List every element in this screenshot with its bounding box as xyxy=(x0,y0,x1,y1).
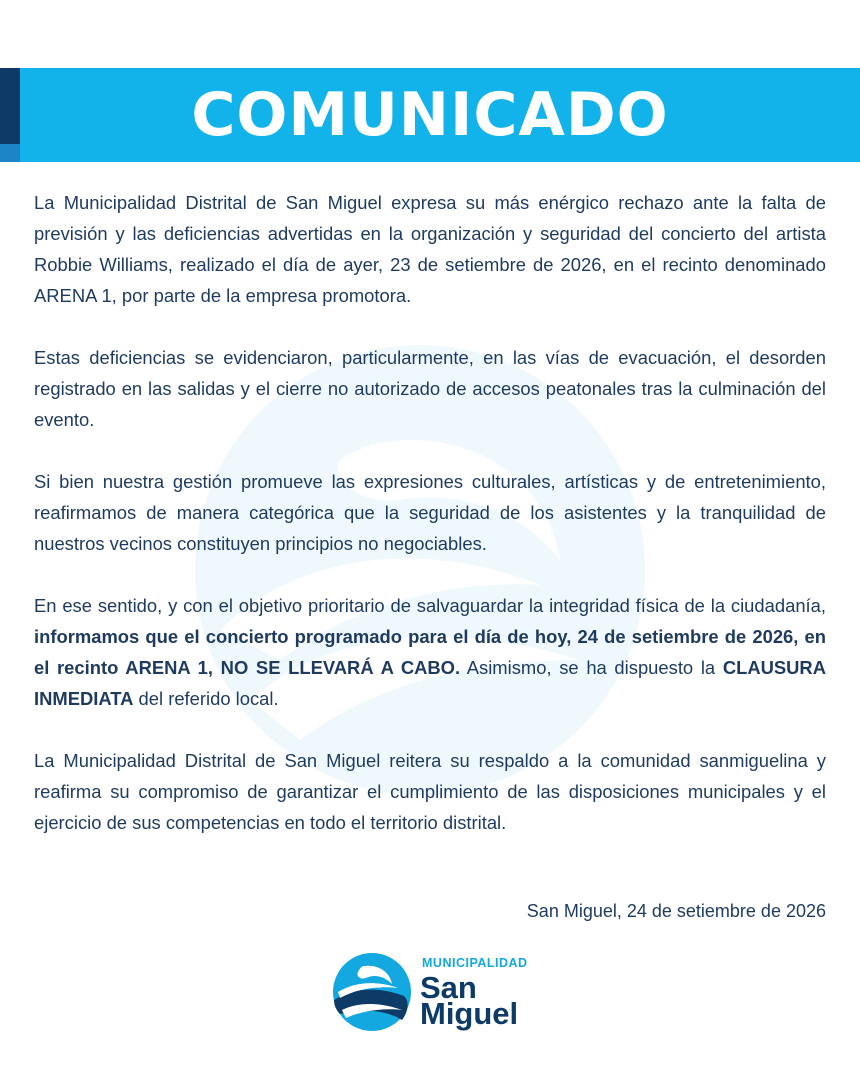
header-banner xyxy=(0,68,860,162)
paragraph-text: La Municipalidad Distrital de San Miguel expresa su más enérgico rechazo ante la falta de previsión y las deficiencias advertidas en la organización y seguridad del concierto del artista Robbie Williams, realizado el día de ayer, 23 de setiembre de 2026, en el recinto denominado ARENA 1, por parte de la empresa promotora. xyxy=(34,192,826,306)
emphasized-text: CLAUSURA INMEDIATA xyxy=(34,657,826,709)
municipality-logo xyxy=(332,950,542,1032)
logo-line-1: San xyxy=(420,970,477,1005)
paragraph-text: La Municipalidad Distrital de San Miguel reitera su respaldo a la comunidad sanmiguelina y reafirma su compromiso de garantizar el cumplimiento de las disposiciones municipales y el ejercicio de sus competencias en todo el territorio distrital. xyxy=(34,750,826,833)
statement-paragraph xyxy=(34,342,826,435)
emphasized-text: informamos que el concierto programado para el día de hoy, 24 de setiembre de 2026, en el recinto ARENA 1, NO SE LLEVARÁ A CABO. xyxy=(34,626,826,678)
paragraph-text: del referido local. xyxy=(133,688,279,709)
statement-body xyxy=(34,187,826,838)
statement-paragraph xyxy=(34,590,826,714)
page-title: COMUNICADO xyxy=(191,80,669,150)
paragraph-text: Si bien nuestra gestión promueve las expresiones culturales, artísticas y de entretenimiento, reafirmamos de manera categórica que la seguridad de los asistentes y la tranquilidad de nuestros vecinos constituyen principios no negociables. xyxy=(34,471,826,554)
statement-paragraph xyxy=(34,466,826,559)
logo-small-text: MUNICIPALIDAD xyxy=(422,956,528,970)
logo-line-2: Miguel xyxy=(420,996,519,1031)
paragraph-text: En ese sentido, y con el objetivo prioritario de salvaguardar la integridad física de la ciudadanía, xyxy=(34,595,826,616)
statement-paragraph xyxy=(34,187,826,311)
date-signature: San Miguel, 24 de setiembre de 2026 xyxy=(526,901,826,921)
paragraph-text: Asimismo, se ha dispuesto la xyxy=(460,657,723,678)
paragraph-text: Estas deficiencias se evidenciaron, particularmente, en las vías de evacuación, el desorden registrado en las salidas y el cierre no autorizado de accesos peatonales tras la culminación del evento. xyxy=(34,347,826,430)
statement-paragraph xyxy=(34,745,826,838)
seagull-wave-logo-icon xyxy=(332,952,412,1032)
